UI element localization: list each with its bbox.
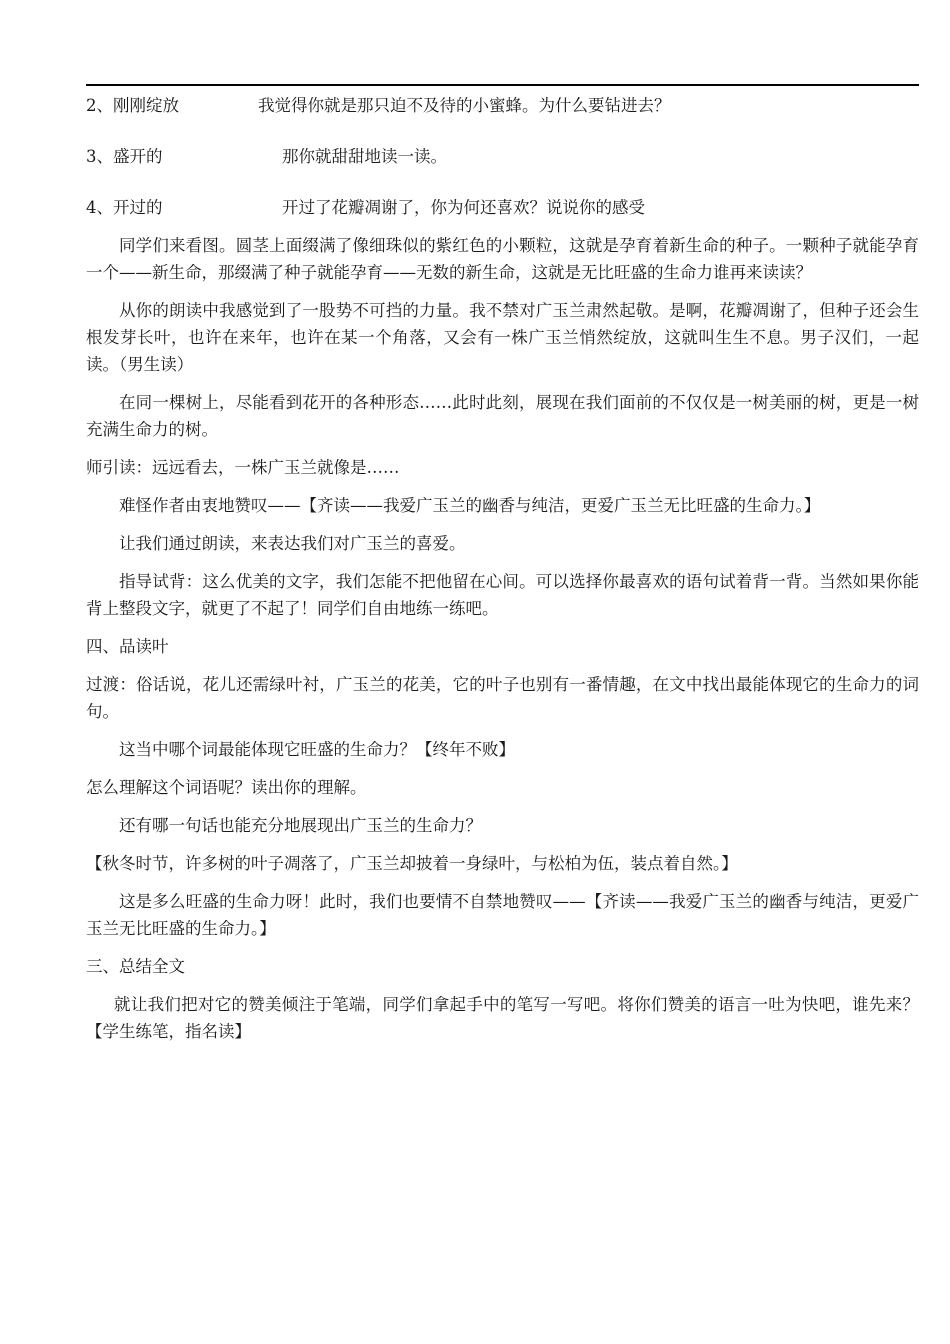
item-label: 3、盛开的 [86, 147, 163, 166]
list-item [86, 143, 919, 170]
section-heading: 四、品读叶 [86, 637, 169, 656]
paragraph: 过渡：俗话说，花儿还需绿叶衬，广玉兰的花美，它的叶子也别有一番情趣，在文中找出最能体现它的生命力的词句。 [86, 675, 919, 721]
paragraph: 在同一棵树上，尽能看到花开的各种形态……此时此刻，展现在我们面前的不仅仅是一树美丽的树，更是一树充满生命力的树。 [86, 393, 919, 439]
paragraph: 难怪作者由衷地赞叹——【齐读——我爱广玉兰的幽香与纯洁，更爱广玉兰无比旺盛的生命力。】 [119, 496, 821, 515]
item-text: 我觉得你就是那只迫不及待的小蜜蜂。为什么要钻进去？ [258, 96, 671, 115]
paragraph: 就让我们把对它的赞美倾注于笔端，同学们拿起手中的笔写一写吧。将你们赞美的语言一吐为快吧，谁先来？【学生练笔，指名读】 [86, 995, 919, 1041]
item-text: 开过了花瓣凋谢了，你为何还喜欢？说说你的感受 [282, 198, 645, 217]
paragraph: 这是多么旺盛的生命力呀！此时，我们也要情不自禁地赞叹——【齐读——我爱广玉兰的幽香与纯洁，更爱广玉兰无比旺盛的生命力。】 [86, 892, 919, 938]
header-rule [86, 84, 919, 86]
item-label: 4、开过的 [86, 198, 163, 217]
paragraph: 同学们来看图。圆茎上面缀满了像细珠似的紫红色的小颗粒，这就是孕育着新生命的种子。一颗种子就能孕育一个——新生命，那缀满了种子就能孕育——无数的新生命，这就是无比旺盛的生命力谁再来读读？ [86, 236, 919, 282]
paragraph: 指导试背：这么优美的文字，我们怎能不把他留在心间。可以选择你最喜欢的语句试着背一背。当然如果你能背上整段文字，就更了不起了！同学们自由地练一练吧。 [86, 572, 919, 618]
item-label: 2、刚刚绽放 [86, 96, 179, 115]
paragraph: 这当中哪个词最能体现它旺盛的生命力？【终年不败】 [119, 740, 515, 759]
section-heading: 三、总结全文 [86, 957, 185, 976]
paragraph: 师引读：远远看去，一株广玉兰就像是…… [86, 458, 400, 477]
paragraph: 怎么理解这个词语呢？读出你的理解。 [86, 778, 367, 797]
paragraph: 从你的朗读中我感觉到了一股势不可挡的力量。我不禁对广玉兰肃然起敬。是啊，花瓣凋谢了，但种子还会生根发芽长叶，也许在来年，也许在某一个角落，又会有一株广玉兰悄然绽放，这就叫生生不息。男子汉们，一起读。（男生读） [86, 301, 919, 374]
paragraph: 【秋冬时节，许多树的叶子凋落了，广玉兰却披着一身绿叶，与松柏为伍，装点着自然。】 [86, 854, 738, 873]
paragraph: 让我们通过朗读，来表达我们对广玉兰的喜爱。 [119, 534, 466, 553]
list-item [86, 194, 919, 221]
list-item [86, 92, 919, 119]
paragraph: 还有哪一句话也能充分地展现出广玉兰的生命力？ [119, 816, 482, 835]
document-body [86, 92, 919, 1045]
item-text: 那你就甜甜地读一读。 [282, 147, 447, 166]
